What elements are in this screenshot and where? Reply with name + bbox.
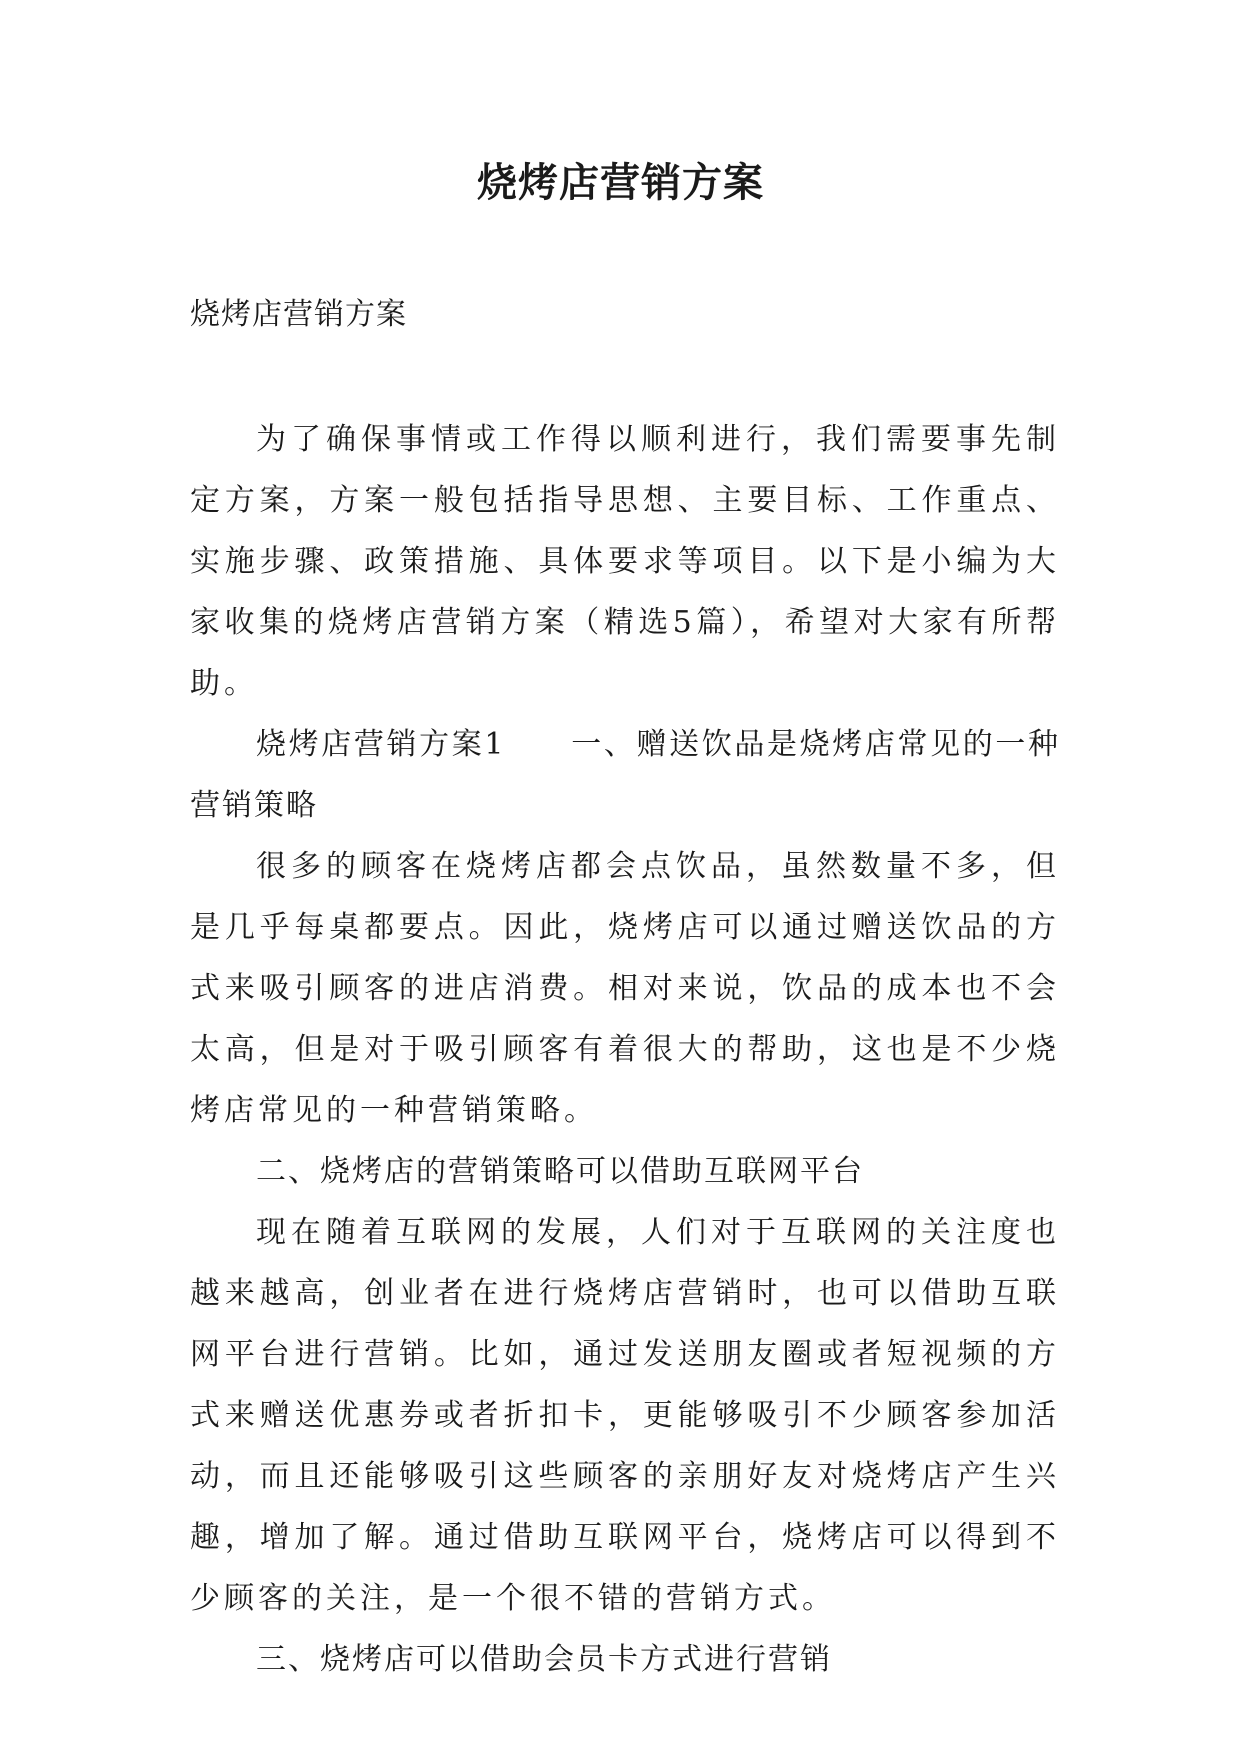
paragraph-plan-1-heading: 烧烤店营销方案1 一、赠送饮品是烧烤店常见的一种营销策略 xyxy=(190,727,1060,823)
heading-membership: 三、烧烤店可以借助会员卡方式进行营销 xyxy=(256,1642,832,1677)
paragraph-internet: 现在随着互联网的发展，人们对于互联网的关注度也越来越高，创业者在进行烧烤店营销时，也可以借助互联网平台进行营销。比如，通过发送朋友圈或者短视频的方式来赠送优惠券或者折扣卡，更能够吸引不少顾客参加活动，而且还能够吸引这些顾客的亲朋好友对烧烤店产生兴趣，增加了解。通过借助互联网平台，烧烤店可以得到不少顾客的关注，是一个很不错的营销方式。 xyxy=(190,1215,1060,1616)
document-title: 烧烤店营销方案 xyxy=(477,159,764,206)
document-body xyxy=(190,409,1060,1690)
heading-internet: 二、烧烤店的营销策略可以借助互联网平台 xyxy=(256,1154,864,1189)
paragraph-intro: 为了确保事情或工作得以顺利进行，我们需要事先制定方案，方案一般包括指导思想、主要目标、工作重点、实施步骤、政策措施、具体要求等项目。以下是小编为大家收集的烧烤店营销方案（精选5篇），希望对大家有所帮助。 xyxy=(190,422,1060,701)
document-subtitle: 烧烤店营销方案 xyxy=(190,297,407,332)
paragraph-drinks: 很多的顾客在烧烤店都会点饮品，虽然数量不多，但是几乎每桌都要点。因此，烧烤店可以通过赠送饮品的方式来吸引顾客的进店消费。相对来说，饮品的成本也不会太高，但是对于吸引顾客有着很大的帮助，这也是不少烧烤店常见的一种营销策略。 xyxy=(190,849,1060,1128)
